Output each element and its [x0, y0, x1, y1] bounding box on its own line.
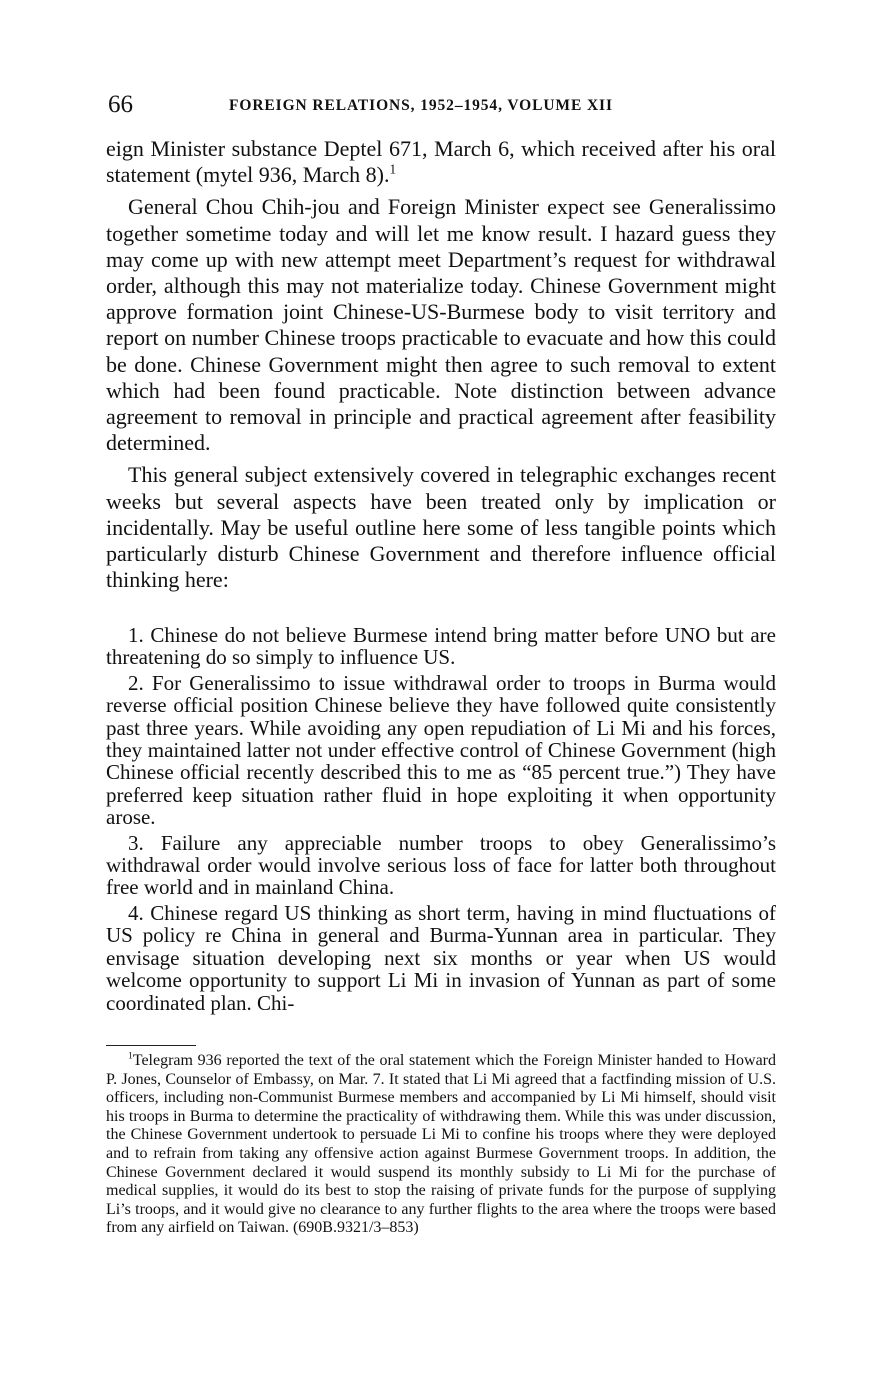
paragraph-continuation	[106, 136, 776, 188]
footnote-reference: 1	[389, 161, 397, 177]
paragraph-intangible-points: This general subject extensively covered in telegraphic exchanges recent weeks but several aspects have been treated only by implication or incidentally. May be useful outline here some of less tangible points which particularly disturb Chinese Government and therefore influence official thinking here:	[106, 462, 776, 593]
body-text	[106, 136, 776, 593]
running-head: FOREIGN RELATIONS, 1952–1954, VOLUME XII	[229, 97, 613, 114]
page-number: 66	[108, 91, 133, 118]
numbered-point-4: 4. Chinese regard US thinking as short term, having in mind fluctuations of US policy re China in general and Burma-Yunnan area in particular. They envisage situation developing next six months or year when US would welcome opportunity to support Li Mi in invasion of Yunnan as part of some coordinated plan. Chi-	[106, 900, 776, 1015]
footnote	[106, 1052, 776, 1238]
footnote-text: Telegram 936 reported the text of the oral statement which the Foreign Minister handed to Howard P. Jones, Counselor of Embassy, on Mar. 7. It stated that Li Mi agreed that a factfinding mission of U.S. officers, including non-Communist Burmese members and accompanied by Li Mi himself, should visit his troops in Burma to determine the practicality of withdrawing them. While this was under discussion, the Chinese Government undertook to persuade Li Mi to confine his troops where they were deployed and to refrain from taking any offensive action against Burmese Government troops. In addition, the Chinese Government declared it would suspend its monthly subsidy to Li Mi for the purchase of medical supplies, it would do its best to stop the raising of private funds for the purpose of supplying Li’s troops, and it would give no clearance to any further flights to the area where the troops were based from any airfield on Taiwan. (690B.9321/3–853)	[106, 1052, 776, 1237]
paragraph-continuation-text: eign Minister substance Deptel 671, March 6, which received after his oral statement (mytel 936, March 8).	[106, 136, 776, 188]
numbered-point-3: 3. Failure any appreciable number troops to obey Generalissimo’s withdrawal order would involve serious loss of face for latter both throughout free world and in mainland China.	[106, 830, 776, 900]
numbered-point-1: 1. Chinese do not believe Burmese intend bring matter before UNO but are threatening do so simply to influence US.	[106, 623, 776, 670]
numbered-points	[106, 624, 776, 1017]
paragraph-chou-meeting: General Chou Chih-jou and Foreign Minister expect see Generalissimo together sometime today and will let me know result. I hazard guess they may come up with new attempt meet Department’s request for withdrawal order, although this may not materialize today. Chinese Government might approve formation joint Chinese-US-Burmese body to visit territory and report on number Chinese troops practicable to evacuate and how this could be done. Chinese Government might then agree to such removal to extent which had been found practicable. Note distinction between advance agreement to removal in principle and practical agreement after feasibility determined.	[106, 194, 776, 456]
numbered-point-2: 2. For Generalissimo to issue withdrawal order to troops in Burma would reverse official position Chinese believe they have followed quite consistently past three years. While avoiding any open repudiation of Li Mi and his forces, they maintained latter not under effective control of Chinese Government (high Chinese official recently described this to me as “85 percent true.”) They have preferred keep situation rather fluid in hope exploiting it when opportunity arose.	[106, 670, 776, 830]
page-header	[106, 90, 776, 124]
footnote-divider	[106, 1045, 196, 1046]
footnote-marker: 1	[128, 1050, 133, 1062]
